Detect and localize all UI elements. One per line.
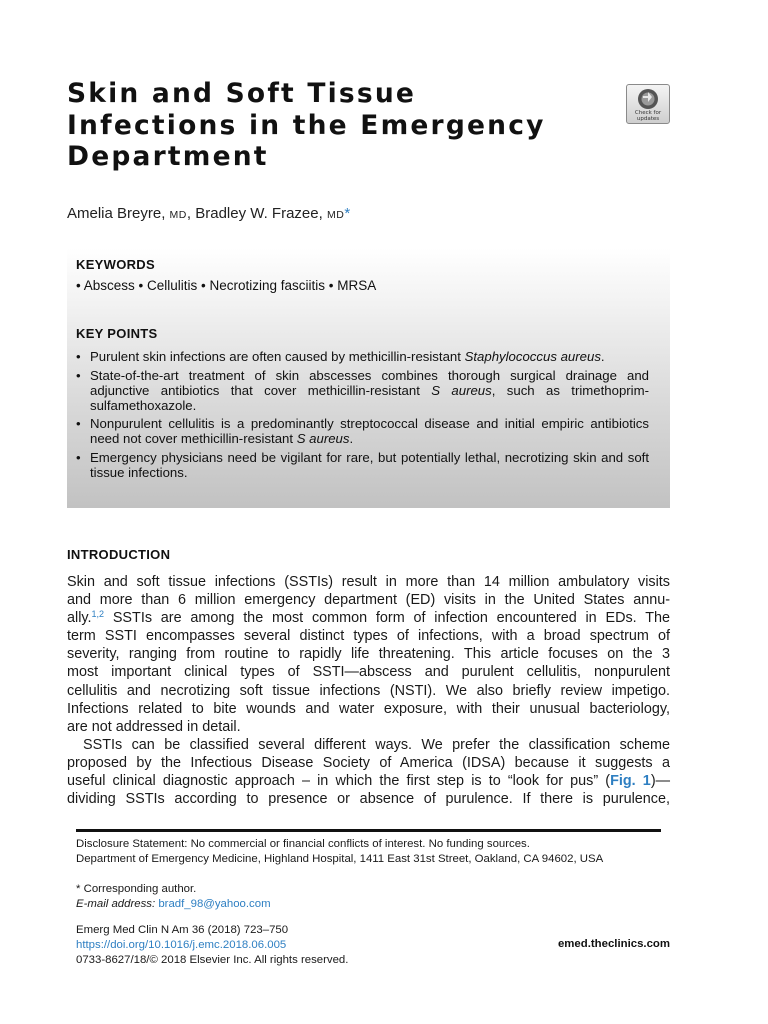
author-degree: MD <box>169 209 187 221</box>
body-line: dividing SSTIs according to presence or absence of purulence. If there is purulence, <box>67 791 670 808</box>
affiliation: Department of Emergency Medicine, Highland Hospital, 1411 East 31st Street, Oakland, CA 94602, USA <box>76 853 604 865</box>
introduction-body <box>67 573 670 808</box>
body-line: proposed by the Infectious Disease Society of America (IDSA) because it suggests a <box>67 754 670 771</box>
author-name: Bradley W. Frazee <box>195 205 319 222</box>
body-line: Skin and soft tissue infections (SSTIs) result in more than 14 million ambulatory visits <box>67 574 670 590</box>
badge-label: updates <box>636 116 660 122</box>
keywords-heading: KEYWORDS <box>76 257 155 272</box>
badge-label: Check for <box>634 110 662 116</box>
journal-website[interactable]: emed.theclinics.com <box>557 938 670 950</box>
body-line: most important clinical types of SSTI—abscess and purulent cellulitis, nonpurulent <box>67 664 670 681</box>
body-line: useful clinical diagnostic approach – in which the first step is to “look for pus” (Fig. 1)— <box>67 773 670 790</box>
body-line: Infections related to bite wounds and water exposure, with their unusual bacteriology, <box>67 700 670 717</box>
doi-link[interactable]: https://doi.org/10.1016/j.emc.2018.06.005 <box>76 939 287 951</box>
key-point-item: • Purulent skin infections are often caused by methicillin-resistant Staphylococcus aureus. <box>76 349 649 364</box>
keywords-list: • Abscess • Cellulitis • Necrotizing fasciitis • MRSA <box>76 278 377 293</box>
email-label: E-mail address: <box>76 898 156 910</box>
author-name: Amelia Breyre <box>67 205 162 222</box>
body-line: term SSTI encompasses several distinct types of infections, with a broad spectrum of <box>67 628 670 645</box>
body-line: ally.$^{1,2}$ SSTIs are among the most common form of infection encountered in EDs. The <box>67 609 670 627</box>
figure-link[interactable]: Fig. 1 <box>610 773 651 790</box>
check-for-updates-badge[interactable] <box>626 84 670 124</box>
key-points-heading: KEY POINTS <box>76 326 158 341</box>
copyright-line: 0733-8627/18/© 2018 Elsevier Inc. All rights reserved. <box>76 954 349 966</box>
crossmark-icon <box>637 88 659 110</box>
body-line: SSTIs can be classified several different ways. We prefer the classification scheme <box>83 736 670 753</box>
introduction-heading: INTRODUCTION <box>67 547 171 562</box>
corresponding-author-marker[interactable]: * <box>344 205 351 222</box>
key-point-item: • Nonpurulent cellulitis is a predominantly streptococcal disease and initial empiric antibiotics need not cover methicillin-resistant S aureus. <box>76 416 649 446</box>
author-list: Amelia Breyre, MD, Bradley W. Frazee, MD* <box>67 205 351 222</box>
key-points-list <box>76 349 649 483</box>
journal-citation: Emerg Med Clin N Am 36 (2018) 723–750 <box>76 924 289 936</box>
citation-reference[interactable]: 1,2 <box>91 609 105 620</box>
author-degree: MD <box>326 209 345 221</box>
title-line: Infections in the Emergency <box>67 109 546 141</box>
body-line: severity, ranging from routine to rapidly life threatening. This article focuses on the 3 <box>67 646 670 663</box>
body-line: cellulitis and necrotizing soft tissue infections (NSTI). We also briefly review impetigo. <box>67 682 670 699</box>
body-line: and more than 6 million emergency department (ED) visits in the United States annu- <box>67 592 670 609</box>
email-line <box>76 897 666 912</box>
key-point-item: • Emergency physicians need be vigilant for rare, but potentially lethal, necrotizing skin and soft tissue infections. <box>76 450 649 480</box>
title-line: Department <box>67 141 269 172</box>
title-line: Skin and Soft Tissue <box>67 78 417 109</box>
article-title <box>67 78 627 173</box>
email-link[interactable]: bradf_98@yahoo.com <box>158 898 271 910</box>
footnote-divider <box>76 829 661 832</box>
body-line: are not addressed in detail. <box>67 718 241 735</box>
corresponding-author-note: * Corresponding author. <box>76 883 197 895</box>
keywords-keypoints-box <box>67 248 670 508</box>
disclosure-statement: Disclosure Statement: No commercial or financial conflicts of interest. No funding sources. <box>76 838 530 850</box>
key-point-item: • State-of-the-art treatment of skin abscesses combines thorough surgical drainage and adjunctive antibiotics that cover methicillin-resistant S aureus, such as trimethoprim-sulfamethoxazole. <box>76 368 649 413</box>
